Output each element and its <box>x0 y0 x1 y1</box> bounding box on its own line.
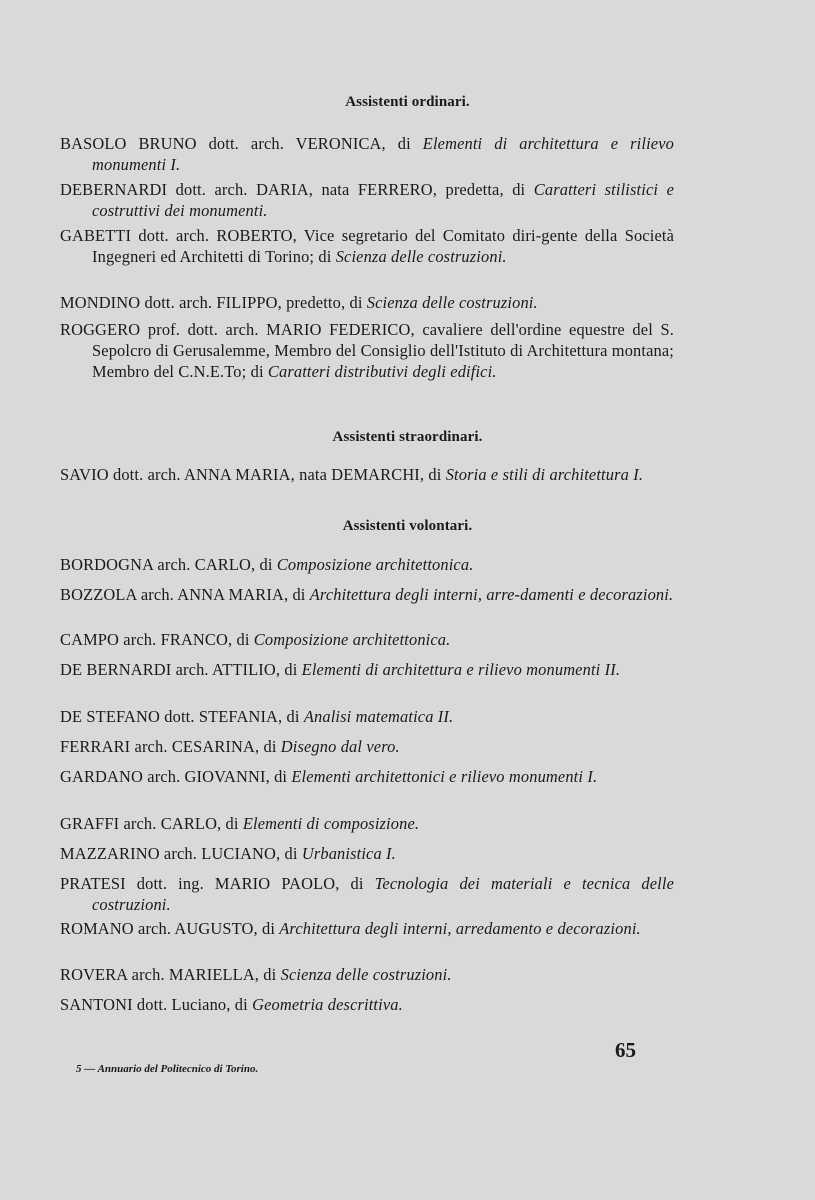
entry-graffi <box>60 813 674 834</box>
section-heading-volontari: Assistenti volontari. <box>342 518 473 534</box>
entry-text: dott. arch. ANNA MARIA, nata DEMARCHI, di <box>108 465 446 484</box>
entry-mondino <box>60 292 674 313</box>
entry-text: dott. ing. MARIO PAOLO, di <box>125 874 375 893</box>
entry-course: Architettura degli interni, arre-damenti e decorazioni. <box>309 585 674 604</box>
entry-name: SAVIO <box>60 465 109 484</box>
entry-text: arch. CESARINA, di <box>130 737 281 756</box>
entry-name: CAMPO <box>60 630 120 649</box>
entry-text: arch. ATTILIO, di <box>171 660 302 679</box>
entry-course: Disegno dal vero. <box>280 737 400 756</box>
entry-text: arch. LUCIANO, di <box>159 844 302 863</box>
entry-campo <box>60 629 674 650</box>
entry-course: Scienza delle costruzioni. <box>280 965 452 984</box>
entry-gabetti <box>60 225 674 267</box>
entry-basolo <box>60 133 674 175</box>
entry-text: prof. dott. arch. MARIO FEDERICO, cavaliere dell'ordine equestre del S. Sepolcro di Gerusalemme, Membro del Consiglio dell'Istituto di Architettura montana; Membro del C.N.E.To; di <box>92 320 674 381</box>
entry-text: arch. CARLO, di <box>119 814 243 833</box>
entry-course: Architettura degli interni, arredamento e decorazioni. <box>279 919 641 938</box>
entry-savio <box>60 464 674 485</box>
entry-text: arch. GIOVANNI, di <box>143 767 292 786</box>
entry-name: BASOLO BRUNO <box>60 134 197 153</box>
entry-text: dott. arch. DARIA, nata FERRERO, predetta, di <box>167 180 534 199</box>
entry-course: Storia e stili di architettura I. <box>445 465 644 484</box>
entry-name: DE BERNARDI <box>60 660 172 679</box>
entry-course: Tecnologia dei materiali e tecnica delle costruzioni. <box>92 874 674 914</box>
entry-course: Elementi di architettura e rilievo monumenti II. <box>301 660 621 679</box>
entry-bordogna <box>60 554 674 575</box>
entry-name: MONDINO <box>60 293 141 312</box>
entry-text: dott. STEFANIA, di <box>160 707 304 726</box>
entry-text: arch. FRANCO, di <box>119 630 254 649</box>
entry-course: Caratteri distributivi degli edifici. <box>267 362 497 381</box>
entry-text: arch. AUGUSTO, di <box>133 919 280 938</box>
entry-name: BORDOGNA <box>60 555 154 574</box>
entry-name: ROMANO <box>60 919 134 938</box>
entry-ferrari <box>60 736 674 757</box>
entry-romano <box>60 918 674 939</box>
entry-name: DEBERNARDI <box>60 180 168 199</box>
entry-text: dott. arch. FILIPPO, predetto, di <box>140 293 367 312</box>
entry-text: dott. arch. VERONICA, di <box>196 134 423 153</box>
entry-name: ROGGERO <box>60 320 141 339</box>
entry-name: GABETTI <box>60 226 132 245</box>
entry-name: PRATESI <box>60 874 126 893</box>
entry-text: dott. arch. ROBERTO, Vice segretario del Comitato diri-gente della Società Ingegneri ed Architetti di Torino; di <box>92 226 674 266</box>
entry-course: Elementi di architettura e rilievo monumenti I. <box>92 134 674 174</box>
entry-course: Scienza delle costruzioni. <box>335 247 507 266</box>
entry-name: MAZZARINO <box>60 844 160 863</box>
entry-course: Elementi architettonici e rilievo monumenti I. <box>291 767 598 786</box>
entry-text: arch. CARLO, di <box>153 555 277 574</box>
entry-name: ROVERA <box>60 965 128 984</box>
entry-rovera <box>60 964 674 985</box>
entry-debernardi <box>60 179 674 221</box>
section-heading-straordinari: Assistenti straordinari. <box>332 429 483 445</box>
entry-pratesi <box>60 873 674 915</box>
page-number: 65 <box>615 1038 636 1062</box>
footnote: 5 — Annuario del Politecnico di Torino. <box>76 1063 259 1075</box>
entry-name: BOZZOLA <box>60 585 137 604</box>
entry-text: arch. MARIELLA, di <box>127 965 281 984</box>
entry-roggero <box>60 319 674 382</box>
entry-course: Scienza delle costruzioni. <box>366 293 538 312</box>
entry-text: dott. Luciano, di <box>132 995 253 1014</box>
entry-de-stefano <box>60 706 674 727</box>
entry-text: arch. ANNA MARIA, di <box>136 585 310 604</box>
entry-name: GRAFFI <box>60 814 120 833</box>
entry-de-bernardi <box>60 659 674 680</box>
entry-course: Analisi matematica II. <box>303 707 454 726</box>
entry-name: DE STEFANO <box>60 707 160 726</box>
entry-course: Elementi di composizione. <box>242 814 420 833</box>
entry-name: FERRARI <box>60 737 131 756</box>
entry-name: GARDANO <box>60 767 144 786</box>
entry-course: Geometria descrittiva. <box>252 995 403 1014</box>
entry-mazzarino <box>60 843 674 864</box>
entry-gardano <box>60 766 674 787</box>
entry-course: Composizione architettonica. <box>276 555 474 574</box>
entry-course: Caratteri stilistici e costruttivi dei monumenti. <box>92 180 675 220</box>
entry-course: Urbanistica I. <box>301 844 396 863</box>
section-heading-ordinari: Assistenti ordinari. <box>345 94 470 110</box>
entry-course: Composizione architettonica. <box>253 630 451 649</box>
entry-santoni <box>60 994 674 1015</box>
entry-name: SANTONI <box>60 995 133 1014</box>
entry-bozzola <box>60 584 674 605</box>
